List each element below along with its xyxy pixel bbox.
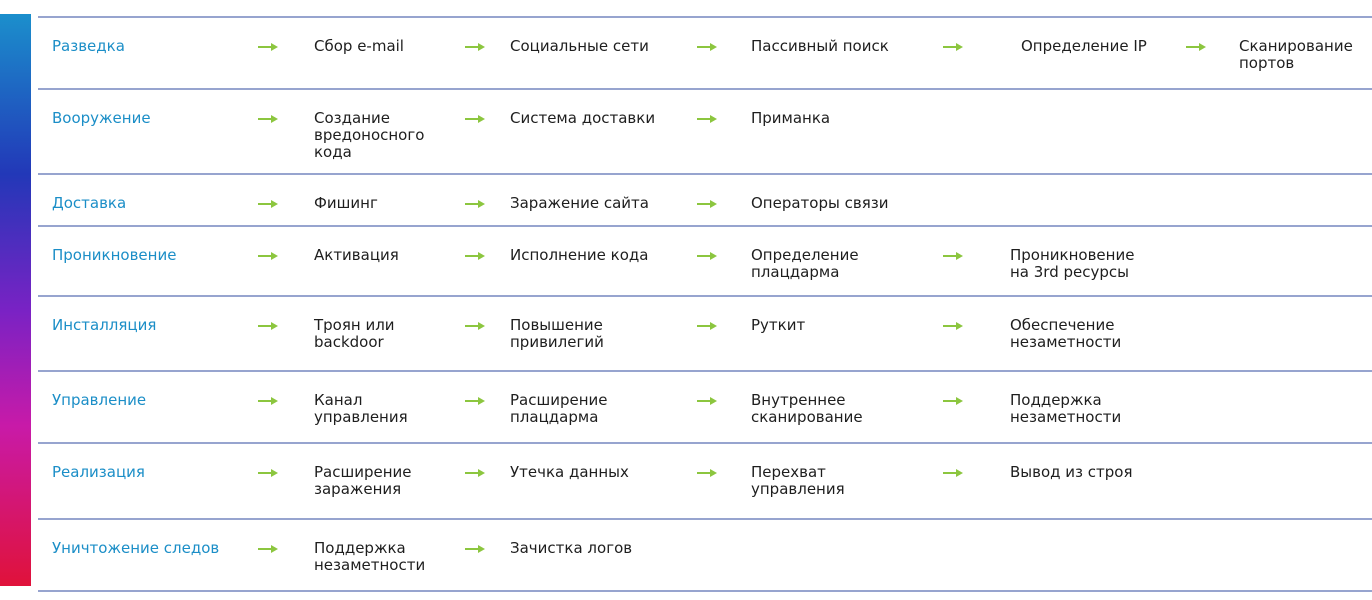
arrow-right-icon xyxy=(465,469,485,477)
arrow-right-icon xyxy=(697,397,717,405)
stage-label: Управление xyxy=(52,391,147,409)
step-label: Утечка данных xyxy=(510,463,629,481)
arrow-right-icon xyxy=(258,545,278,553)
step-label: Пассивный поиск xyxy=(751,37,889,55)
arrow-right-icon xyxy=(465,397,485,405)
step-label: Внутреннее сканирование xyxy=(751,391,863,426)
stage-label: Инсталляция xyxy=(52,316,157,334)
gradient-side-bar xyxy=(0,14,31,586)
step-label: Расширение плацдарма xyxy=(510,391,608,426)
step-label: Канал управления xyxy=(314,391,408,426)
step-label: Сбор e-mail xyxy=(314,37,404,55)
arrow-right-icon xyxy=(943,397,963,405)
arrow-right-icon xyxy=(465,115,485,123)
stage-row-command-control xyxy=(38,372,1372,442)
step-label: Социальные сети xyxy=(510,37,649,55)
step-label: Определение IP xyxy=(1021,37,1147,55)
arrow-right-icon xyxy=(465,545,485,553)
arrow-right-icon xyxy=(465,43,485,51)
arrow-right-icon xyxy=(697,322,717,330)
step-label: Сканирование портов xyxy=(1239,37,1353,72)
stage-row-actions xyxy=(38,444,1372,518)
stage-row-exploitation xyxy=(38,227,1372,295)
step-label: Зачистка логов xyxy=(510,539,633,557)
arrow-right-icon xyxy=(1186,43,1206,51)
step-label: Заражение сайта xyxy=(510,194,649,212)
step-label: Руткит xyxy=(751,316,806,334)
step-label: Исполнение кода xyxy=(510,246,649,264)
step-label: Поддержка незаметности xyxy=(314,539,426,574)
stage-row-installation xyxy=(38,297,1372,370)
step-label: Поддержка незаметности xyxy=(1010,391,1122,426)
arrow-right-icon xyxy=(465,322,485,330)
step-label: Фишинг xyxy=(314,194,378,212)
arrow-right-icon xyxy=(943,43,963,51)
step-label: Троян или backdoor xyxy=(314,316,395,351)
arrow-right-icon xyxy=(943,322,963,330)
arrow-right-icon xyxy=(258,252,278,260)
arrow-right-icon xyxy=(697,200,717,208)
stage-row-delivery xyxy=(38,175,1372,225)
stage-label: Реализация xyxy=(52,463,145,481)
stage-row-covering-tracks xyxy=(38,520,1372,590)
stage-row-weaponization xyxy=(38,90,1372,173)
arrow-right-icon xyxy=(258,469,278,477)
arrow-right-icon xyxy=(697,43,717,51)
step-label: Определение плацдарма xyxy=(751,246,859,281)
stage-row-reconnaissance xyxy=(38,18,1372,88)
step-label: Перехват управления xyxy=(751,463,845,498)
arrow-right-icon xyxy=(258,322,278,330)
kill-chain-table xyxy=(38,16,1372,592)
arrow-right-icon xyxy=(697,469,717,477)
arrow-right-icon xyxy=(943,469,963,477)
step-label: Проникновение на 3rd ресурсы xyxy=(1010,246,1135,281)
arrow-right-icon xyxy=(258,397,278,405)
step-label: Расширение заражения xyxy=(314,463,412,498)
row-divider xyxy=(38,590,1372,592)
step-label: Приманка xyxy=(751,109,831,127)
arrow-right-icon xyxy=(465,252,485,260)
stage-label: Доставка xyxy=(52,194,127,212)
arrow-right-icon xyxy=(258,115,278,123)
arrow-right-icon xyxy=(943,252,963,260)
stage-label: Разведка xyxy=(52,37,125,55)
arrow-right-icon xyxy=(258,200,278,208)
step-label: Создание вредоносного кода xyxy=(314,109,425,161)
step-label: Обеспечение незаметности xyxy=(1010,316,1122,351)
arrow-right-icon xyxy=(465,200,485,208)
step-label: Вывод из строя xyxy=(1010,463,1133,481)
stage-label: Проникновение xyxy=(52,246,177,264)
step-label: Повышение привилегий xyxy=(510,316,604,351)
step-label: Операторы связи xyxy=(751,194,889,212)
stage-label: Вооружение xyxy=(52,109,151,127)
arrow-right-icon xyxy=(258,43,278,51)
stage-label: Уничтожение следов xyxy=(52,539,220,557)
step-label: Активация xyxy=(314,246,399,264)
arrow-right-icon xyxy=(697,115,717,123)
step-label: Система доставки xyxy=(510,109,656,127)
arrow-right-icon xyxy=(697,252,717,260)
